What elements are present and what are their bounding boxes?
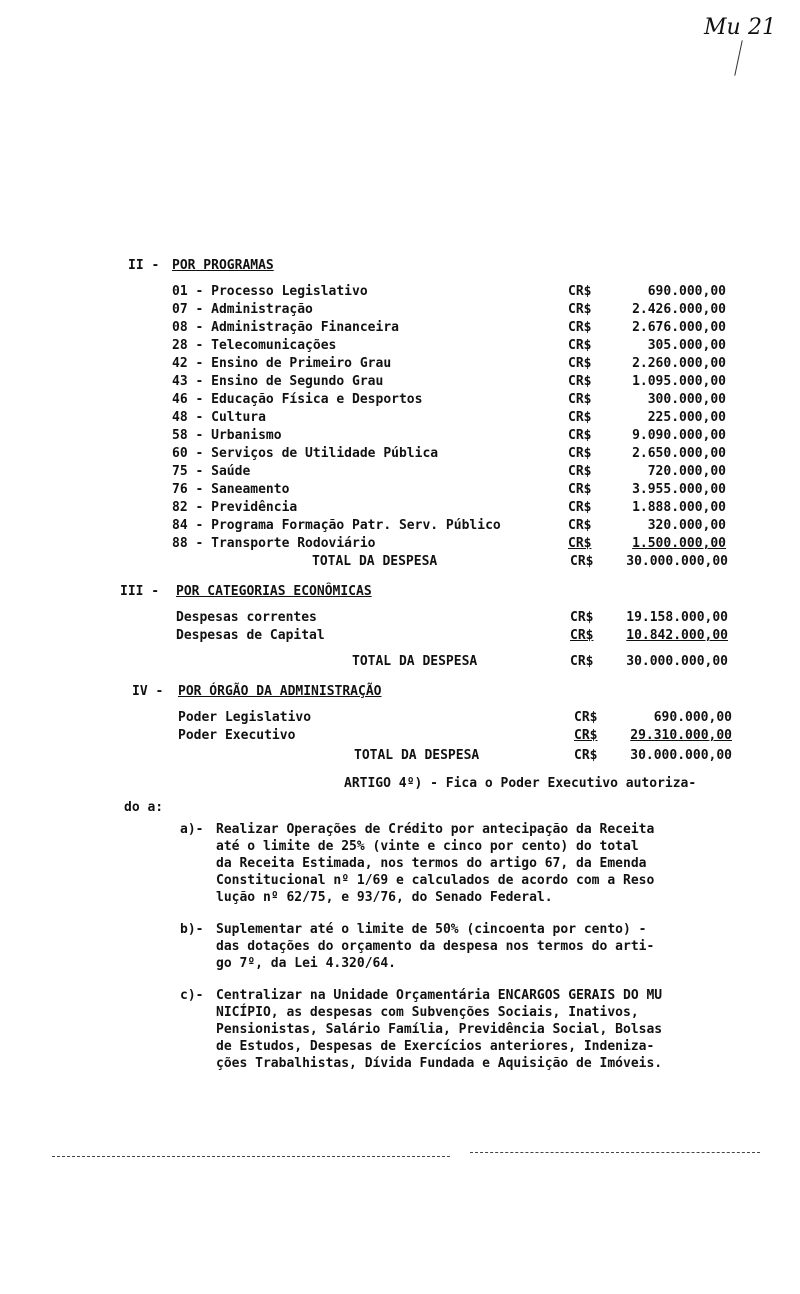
sec4-row-currency: CR$ xyxy=(574,710,598,725)
program-row-amount: 3.955.000,00 xyxy=(632,482,726,497)
program-row-amount: 2.676.000,00 xyxy=(632,320,726,335)
program-row-amount: 320.000,00 xyxy=(647,518,726,533)
program-row-amount: 300.000,00 xyxy=(647,392,726,407)
item-text-line: Pensionistas, Salário Família, Previdência Social, Bolsas xyxy=(216,1022,663,1037)
program-row-label: 07 - Administração xyxy=(172,302,313,317)
folio-prefix: Mu xyxy=(704,15,741,40)
sec4-row-amount: 690.000,00 xyxy=(653,710,732,725)
sec4-total-amount: 30.000.000,00 xyxy=(630,748,732,763)
sec3-row-amount: 19.158.000,00 xyxy=(626,610,728,625)
sec4-total-label: TOTAL DA DESPESA xyxy=(354,748,480,763)
program-row-amount: 2.426.000,00 xyxy=(632,302,726,317)
sec4-row-label: Poder Legislativo xyxy=(178,710,312,725)
sec3-row-currency: CR$ xyxy=(570,628,594,643)
program-row-label: 82 - Previdência xyxy=(172,500,298,515)
program-row-currency: CR$ xyxy=(568,500,592,515)
program-row-currency: CR$ xyxy=(568,446,592,461)
program-row-label: 75 - Saúde xyxy=(172,464,251,479)
program-row-label: 43 - Ensino de Segundo Grau xyxy=(172,374,384,389)
program-row-label: 88 - Transporte Rodoviário xyxy=(172,536,376,551)
item-text-line: Suplementar até o limite de 50% (cincoenta por cento) - xyxy=(216,922,647,937)
sec2-total-amount: 30.000.000,00 xyxy=(626,554,728,569)
program-row-amount: 720.000,00 xyxy=(647,464,726,479)
program-row-label: 28 - Telecomunicações xyxy=(172,338,337,353)
bottom-rule xyxy=(52,1156,450,1157)
program-row-currency: CR$ xyxy=(568,320,592,335)
program-row-label: 84 - Programa Formação Patr. Serv. Público xyxy=(172,518,501,533)
program-row-amount: 305.000,00 xyxy=(647,338,726,353)
program-row-label: 46 - Educação Física e Desportos xyxy=(172,392,423,407)
article-line-1: ARTIGO 4º) - Fica o Poder Executivo autoriza- xyxy=(344,776,697,791)
sec4-heading: POR ÓRGÃO DA ADMINISTRAÇÃO xyxy=(178,684,382,699)
program-row-currency: CR$ xyxy=(568,410,592,425)
program-row-label: 42 - Ensino de Primeiro Grau xyxy=(172,356,392,371)
sec4-heading-num: IV - xyxy=(132,684,164,699)
program-row-currency: CR$ xyxy=(568,338,592,353)
program-row-label: 48 - Cultura xyxy=(172,410,266,425)
program-row-currency: CR$ xyxy=(568,464,592,479)
item-text-line: de Estudos, Despesas de Exercícios anteriores, Indeniza- xyxy=(216,1039,655,1054)
sec4-total-currency: CR$ xyxy=(574,748,598,763)
program-row-currency: CR$ xyxy=(568,374,592,389)
program-row-amount: 2.260.000,00 xyxy=(632,356,726,371)
article-line-2: do a: xyxy=(124,800,164,815)
item-text-line: NICÍPIO, as despesas com Subvenções Sociais, Inativos, xyxy=(216,1005,639,1020)
program-row-amount: 2.650.000,00 xyxy=(632,446,726,461)
program-row-amount: 690.000,00 xyxy=(647,284,726,299)
folio-stroke xyxy=(734,40,742,75)
program-row-amount: 1.888.000,00 xyxy=(632,500,726,515)
sec3-total-currency: CR$ xyxy=(570,654,594,669)
sec3-row-currency: CR$ xyxy=(570,610,594,625)
program-row-currency: CR$ xyxy=(568,302,592,317)
program-row-label: 01 - Processo Legislativo xyxy=(172,284,368,299)
item-text-line: Centralizar na Unidade Orçamentária ENCARGOS GERAIS DO MU xyxy=(216,988,663,1003)
item-letter: a)- xyxy=(180,822,204,837)
sec2-total-label: TOTAL DA DESPESA xyxy=(312,554,438,569)
sec2-heading: POR PROGRAMAS xyxy=(172,258,274,273)
program-row-currency: CR$ xyxy=(568,482,592,497)
item-text-line: go 7º, da Lei 4.320/64. xyxy=(216,956,397,971)
sec4-row-label: Poder Executivo xyxy=(178,728,296,743)
program-row-label: 58 - Urbanismo xyxy=(172,428,282,443)
program-row-currency: CR$ xyxy=(568,392,592,407)
program-row-currency: CR$ xyxy=(568,428,592,443)
program-row-label: 76 - Saneamento xyxy=(172,482,290,497)
item-text-line: da Receita Estimada, nos termos do artigo 67, da Emenda xyxy=(216,856,647,871)
program-row-amount: 9.090.000,00 xyxy=(632,428,726,443)
item-letter: c)- xyxy=(180,988,204,1003)
folio-number: 21 xyxy=(748,15,776,40)
sec3-heading-num: III - xyxy=(120,584,160,599)
item-letter: b)- xyxy=(180,922,204,937)
program-row-amount: 1.500.000,00 xyxy=(632,536,726,551)
program-row-label: 60 - Serviços de Utilidade Pública xyxy=(172,446,439,461)
program-row-currency: CR$ xyxy=(568,536,592,551)
item-text-line: das dotações do orçamento da despesa nos termos do arti- xyxy=(216,939,655,954)
item-text-line: lução nº 62/75, e 93/76, do Senado Federal. xyxy=(216,890,553,905)
sec3-row-label: Despesas correntes xyxy=(176,610,317,625)
program-row-amount: 1.095.000,00 xyxy=(632,374,726,389)
sec3-row-label: Despesas de Capital xyxy=(176,628,325,643)
program-row-currency: CR$ xyxy=(568,284,592,299)
program-row-amount: 225.000,00 xyxy=(647,410,726,425)
sec3-row-amount: 10.842.000,00 xyxy=(626,628,728,643)
program-row-currency: CR$ xyxy=(568,518,592,533)
sec3-heading: POR CATEGORIAS ECONÔMICAS xyxy=(176,584,372,599)
sec4-row-amount: 29.310.000,00 xyxy=(630,728,732,743)
sec2-total-currency: CR$ xyxy=(570,554,594,569)
sec3-total-amount: 30.000.000,00 xyxy=(626,654,728,669)
item-text-line: até o limite de 25% (vinte e cinco por cento) do total xyxy=(216,839,639,854)
item-text-line: ções Trabalhistas, Dívida Fundada e Aquisição de Imóveis. xyxy=(216,1056,663,1071)
program-row-label: 08 - Administração Financeira xyxy=(172,320,399,335)
bottom-rule xyxy=(470,1152,760,1153)
sec4-row-currency: CR$ xyxy=(574,728,598,743)
item-text-line: Realizar Operações de Crédito por antecipação da Receita xyxy=(216,822,655,837)
sec2-heading-num: II - xyxy=(128,258,160,273)
program-row-currency: CR$ xyxy=(568,356,592,371)
sec3-total-label: TOTAL DA DESPESA xyxy=(352,654,478,669)
item-text-line: Constitucional nº 1/69 e calculados de acordo com a Reso xyxy=(216,873,655,888)
